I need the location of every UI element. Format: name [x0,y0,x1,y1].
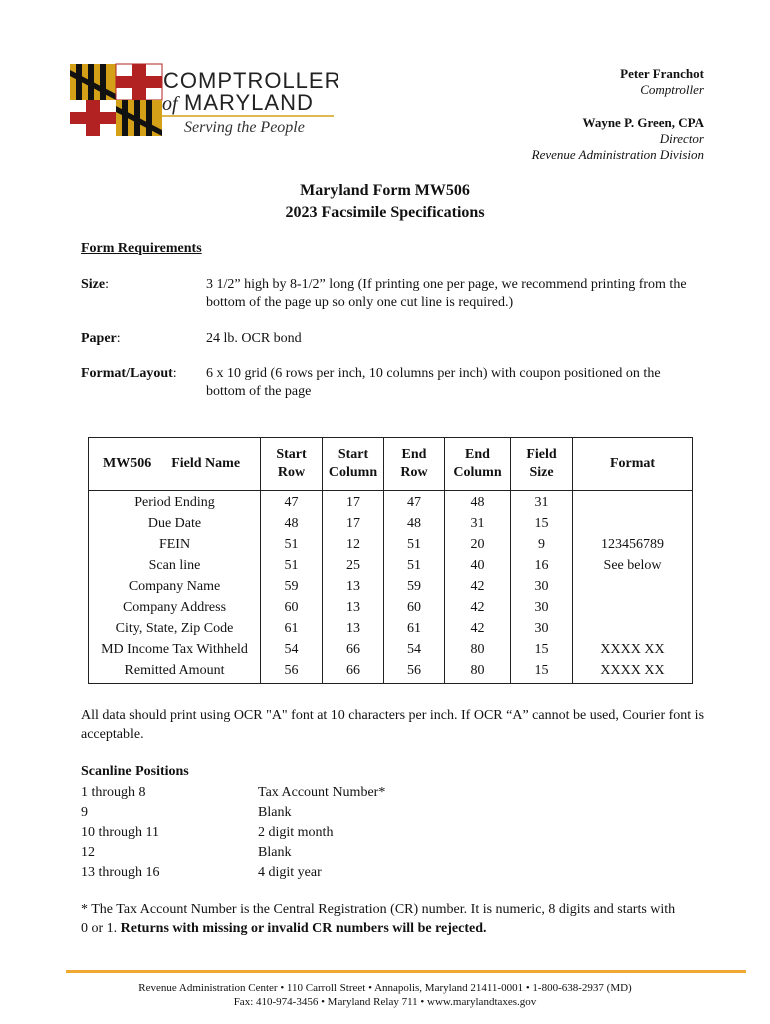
start-column-cell: 13 [323,618,384,639]
end-row-cell: 60 [384,597,445,618]
format-cell [573,597,693,618]
field-size-cell: 15 [511,639,573,660]
field-name-cell: Period Ending [89,491,261,514]
footer-rule [66,970,746,973]
list-item: 9 [81,805,88,820]
list-item: 2 digit month [258,825,334,840]
list-item: 12 [81,845,95,860]
field-name-cell: Remitted Amount [89,660,261,684]
format-cell: XXXX XX [573,639,693,660]
end-column-cell: 20 [445,534,511,555]
format-cell [573,618,693,639]
start-row-header: Start Row [261,438,323,491]
field-name-cell: Company Name [89,576,261,597]
format-cell: See below [573,555,693,576]
table-row [89,555,693,576]
end-row-cell: 59 [384,576,445,597]
end-row-cell: 48 [384,513,445,534]
end-row-cell: 61 [384,618,445,639]
director-name: Wayne P. Green, CPA [582,115,704,130]
list-item: Blank [258,805,292,820]
end-row-cell: 51 [384,555,445,576]
comptroller-name: Peter Franchot [620,66,704,81]
start-row-cell: 54 [261,639,323,660]
field-name-header: MW506 Field Name [89,438,261,491]
end-column-cell: 48 [445,491,511,514]
start-row-cell: 61 [261,618,323,639]
footer-address: Revenue Administration Center • 110 Carroll Street • Annapolis, Maryland 21411-0001 • 1-800-638-2937 (MD) [138,982,632,994]
page-title: Maryland Form MW506 [300,182,470,199]
paper-label: Paper: [81,331,121,346]
list-item: 13 through 16 [81,865,160,880]
table-row [89,660,693,684]
end-column-cell: 80 [445,639,511,660]
field-size-cell: 30 [511,597,573,618]
footnote [81,900,681,938]
table-row [89,534,693,555]
field-size-header: Field Size [511,438,573,491]
table-header-row [89,438,693,491]
start-column-cell: 13 [323,576,384,597]
start-column-header: Start Column [323,438,384,491]
size-value: 3 1/2” high by 8-1/2” long (If printing one per page, we recommend printing from the bottom of the page up so only one cut line is required.) [206,277,687,310]
table-row [89,491,693,514]
end-column-cell: 42 [445,576,511,597]
format-cell [573,491,693,514]
list-item: 4 digit year [258,865,322,880]
start-column-cell: 66 [323,639,384,660]
svg-text:MARYLAND: MARYLAND [184,90,314,115]
end-row-cell: 47 [384,491,445,514]
end-column-cell: 42 [445,597,511,618]
footnote-warning: Returns with missing or invalid CR numbers will be rejected. [120,921,487,936]
start-row-cell: 51 [261,534,323,555]
scanline-positions-list [81,783,160,883]
list-item: Tax Account Number* [258,785,386,800]
format-label: Format/Layout: [81,366,177,381]
field-size-cell: 9 [511,534,573,555]
start-row-cell: 59 [261,576,323,597]
end-row-cell: 54 [384,639,445,660]
header-officials [532,66,704,163]
start-column-cell: 13 [323,597,384,618]
format-header: Format [573,438,693,491]
field-size-cell: 15 [511,513,573,534]
paper-value: 24 lb. OCR bond [206,331,302,346]
format-value: 6 x 10 grid (6 rows per inch, 10 columns per inch) with coupon positioned on the bottom of the page [206,366,661,399]
format-cell: 123456789 [573,534,693,555]
font-note: All data should print using OCR "A" font at 10 characters per inch. If OCR “A” cannot be used, Courier font is acceptable. [81,708,705,742]
field-specification-table [88,437,693,684]
svg-text:COMPTROLLER: COMPTROLLER [163,68,338,93]
format-cell [573,513,693,534]
start-column-cell: 66 [323,660,384,684]
start-column-cell: 25 [323,555,384,576]
field-name-cell: Company Address [89,597,261,618]
end-column-cell: 40 [445,555,511,576]
field-name-cell: FEIN [89,534,261,555]
list-item: 1 through 8 [81,785,146,800]
end-column-cell: 42 [445,618,511,639]
start-row-cell: 47 [261,491,323,514]
table-row [89,639,693,660]
comptroller-title: Comptroller [640,82,704,97]
end-row-cell: 51 [384,534,445,555]
size-label: Size: [81,277,109,292]
end-row-header: End Row [384,438,445,491]
scanline-heading: Scanline Positions [81,764,189,779]
start-row-cell: 51 [261,555,323,576]
field-size-cell: 30 [511,618,573,639]
field-name-cell: Due Date [89,513,261,534]
format-cell [573,576,693,597]
start-row-cell: 48 [261,513,323,534]
list-item: 10 through 11 [81,825,160,840]
start-column-cell: 12 [323,534,384,555]
svg-text:Serving the People: Serving the People [184,119,305,136]
start-column-cell: 17 [323,491,384,514]
end-column-cell: 80 [445,660,511,684]
maryland-flag-icon [66,58,338,148]
start-row-cell: 60 [261,597,323,618]
form-requirements-heading: Form Requirements [81,241,202,256]
end-column-cell: 31 [445,513,511,534]
start-column-cell: 17 [323,513,384,534]
end-row-cell: 56 [384,660,445,684]
comptroller-logo [66,58,338,148]
list-item: Blank [258,845,292,860]
field-name-cell: MD Income Tax Withheld [89,639,261,660]
field-size-cell: 15 [511,660,573,684]
scanline-descriptions-list [258,783,385,883]
format-cell: XXXX XX [573,660,693,684]
footnote-text: * The Tax Account Number is the Central Registration (CR) number. It is numeric, 8 digits and starts with 0 or 1. [81,902,676,936]
field-size-cell: 31 [511,491,573,514]
table-row [89,576,693,597]
footer-contact: Fax: 410-974-3456 • Maryland Relay 711 • www.marylandtaxes.gov [233,996,537,1008]
start-row-cell: 56 [261,660,323,684]
field-size-cell: 30 [511,576,573,597]
field-name-cell: Scan line [89,555,261,576]
director-title: Director [659,131,704,146]
field-name-cell: City, State, Zip Code [89,618,261,639]
end-column-header: End Column [445,438,511,491]
svg-text:of: of [162,93,178,115]
director-division: Revenue Administration Division [531,147,704,162]
page-subtitle: 2023 Facsimile Specifications [285,204,485,221]
table-row [89,597,693,618]
field-size-cell: 16 [511,555,573,576]
table-row [89,618,693,639]
table-row [89,513,693,534]
